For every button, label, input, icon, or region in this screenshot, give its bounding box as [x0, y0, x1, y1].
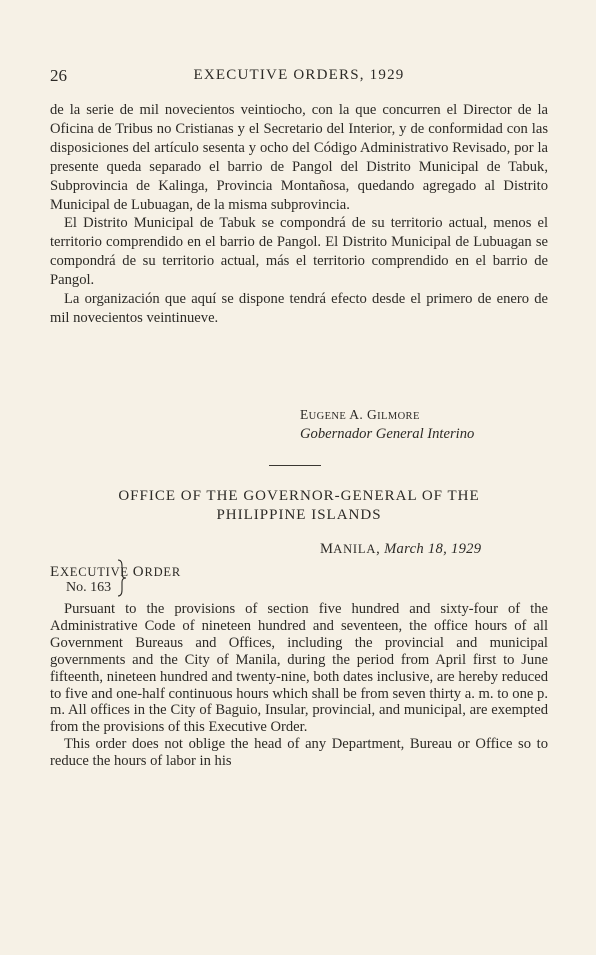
dateline: MANILA, March 18, 1929 — [320, 541, 482, 557]
executive-order-label: EXECUTIVE ORDER — [50, 564, 181, 580]
office-heading — [50, 487, 548, 525]
page-number: 26 — [50, 66, 67, 85]
spanish-section — [50, 101, 548, 328]
running-head: EXECUTIVE ORDERS, 1929 — [193, 67, 405, 83]
page-header — [50, 66, 548, 86]
signature-title: Gobernador General Interino — [300, 426, 475, 442]
spanish-paragraph-1: de la serie de mil novecientos veintiocho, con la que concurren el Director de la Oficina de Tribus no Cristianas y el Secretario del Interior, y de conformidad con las disposiciones del artículo sesenta y ocho del Código Administrativo Revisado, por la presente queda separado el barrio de Pangol del Distrito Municipal de Tabuk, Subprovincia de Kalinga, Provincia Montañosa, quedando agregado al Distrito Municipal de Lubuagan, de la misma subprovincia. — [50, 102, 548, 213]
section-divider — [269, 465, 321, 466]
english-paragraph-2: This order does not oblige the head of any Department, Bureau or Office so to reduce the hours of labor in his — [50, 736, 548, 770]
dateline-date: March 18, 1929 — [384, 541, 482, 557]
executive-order-number: No. 163 — [66, 580, 112, 595]
office-heading-line-1: OFFICE OF THE GOVERNOR-GENERAL OF THE — [118, 488, 480, 504]
english-paragraph-1: Pursuant to the provisions of section five hundred and sixty-four of the Administrative Code of nineteen hundred and seventeen, the office hours of all Government Bureaus and Offices, including the provincial and municipal governments and the City of Manila, during the period from April first to June fifteenth, nineteen hundred and twenty-nine, both dates inclusive, are hereby reduced to five and one-half continuous hours which shall be from seven thirty a. m. to one p. m. All offices in the City of Baguio, Insular, provincial, and municipal, are exempted from the provisions of this Executive Order. — [50, 601, 548, 736]
signature-name: EUGENE A. GILMORE — [300, 407, 420, 422]
brace-icon — [116, 558, 128, 598]
office-heading-line-2: PHILIPPINE ISLANDS — [216, 507, 382, 523]
spanish-paragraph-2: El Distrito Municipal de Tabuk se compondrá de su territorio actual, menos el territorio comprendido en el barrio de Pangol. El Distrito Municipal de Lubuagan se compondrá de su territorio actual, más el territorio comprendido en el barrio de Pangol. — [50, 215, 548, 289]
english-section — [50, 601, 548, 770]
spanish-paragraph-3: La organización que aquí se dispone tendrá efecto desde el primero de enero de mil novecientos veintinueve. — [50, 291, 548, 326]
